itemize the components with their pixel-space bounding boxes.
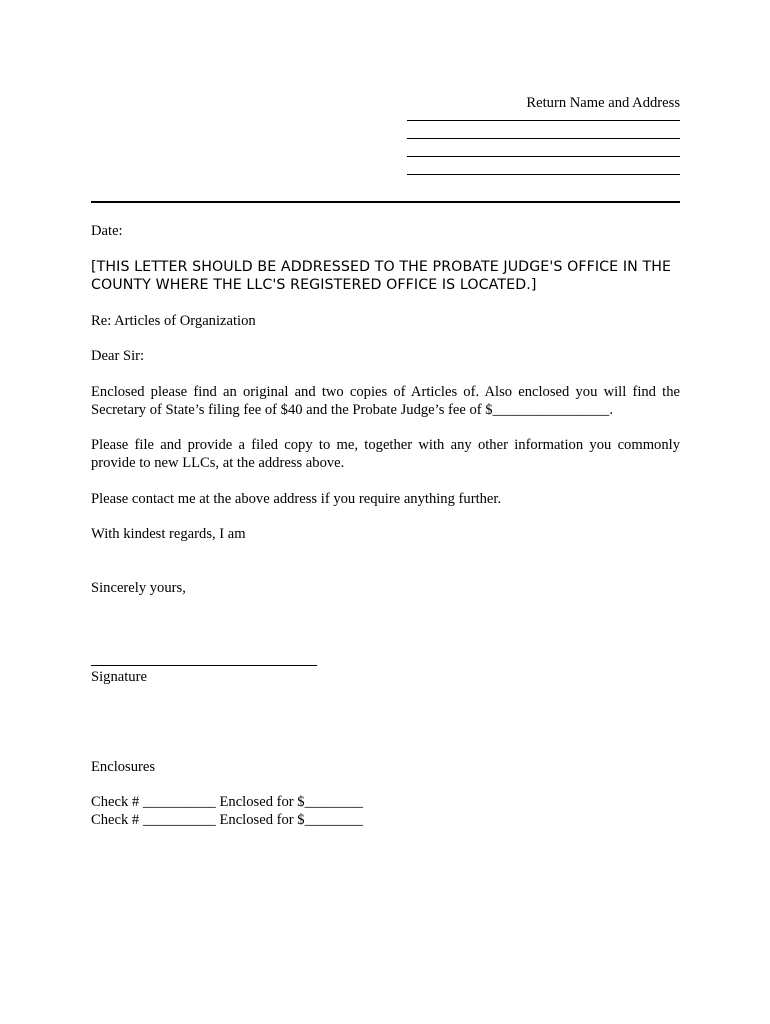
return-address-title: Return Name and Address bbox=[526, 95, 680, 111]
return-address-line bbox=[407, 120, 680, 121]
return-address-line bbox=[407, 138, 680, 139]
return-address-block bbox=[407, 94, 680, 192]
salutation: Dear Sir: bbox=[91, 348, 145, 364]
body-paragraph-request: Please file and provide a filed copy to me, together with any other information you commonly provide to new LLCs, at the address above. bbox=[91, 437, 680, 471]
return-address-line bbox=[407, 174, 680, 175]
signature-line bbox=[91, 665, 317, 666]
body-paragraph-enclosures: Enclosed please find an original and two copies of Articles of. Also enclosed you will find the Secretary of State’s filing fee of $40 and the Probate Judge’s fee of $________________. bbox=[91, 384, 680, 418]
signature-label: Signature bbox=[91, 669, 147, 685]
date-label: Date: bbox=[91, 223, 123, 239]
return-address-line bbox=[407, 156, 680, 157]
return-address-lines bbox=[407, 120, 680, 175]
body-paragraph-contact: Please contact me at the above address if you require anything further. bbox=[91, 491, 502, 507]
enclosures-label: Enclosures bbox=[91, 759, 156, 775]
check-line: Check # __________ Enclosed for $________ bbox=[91, 812, 363, 828]
sign-off: Sincerely yours, bbox=[91, 580, 186, 596]
closing-line: With kindest regards, I am bbox=[91, 526, 246, 542]
header-divider bbox=[91, 201, 680, 203]
re-line: Re: Articles of Organization bbox=[91, 313, 256, 329]
addressing-instruction: [THIS LETTER SHOULD BE ADDRESSED TO THE PROBATE JUDGE'S OFFICE IN THE COUNTY WHERE THE LLC'S REGISTERED OFFICE IS LOCATED.] bbox=[91, 259, 672, 293]
check-line: Check # __________ Enclosed for $________ bbox=[91, 794, 363, 810]
